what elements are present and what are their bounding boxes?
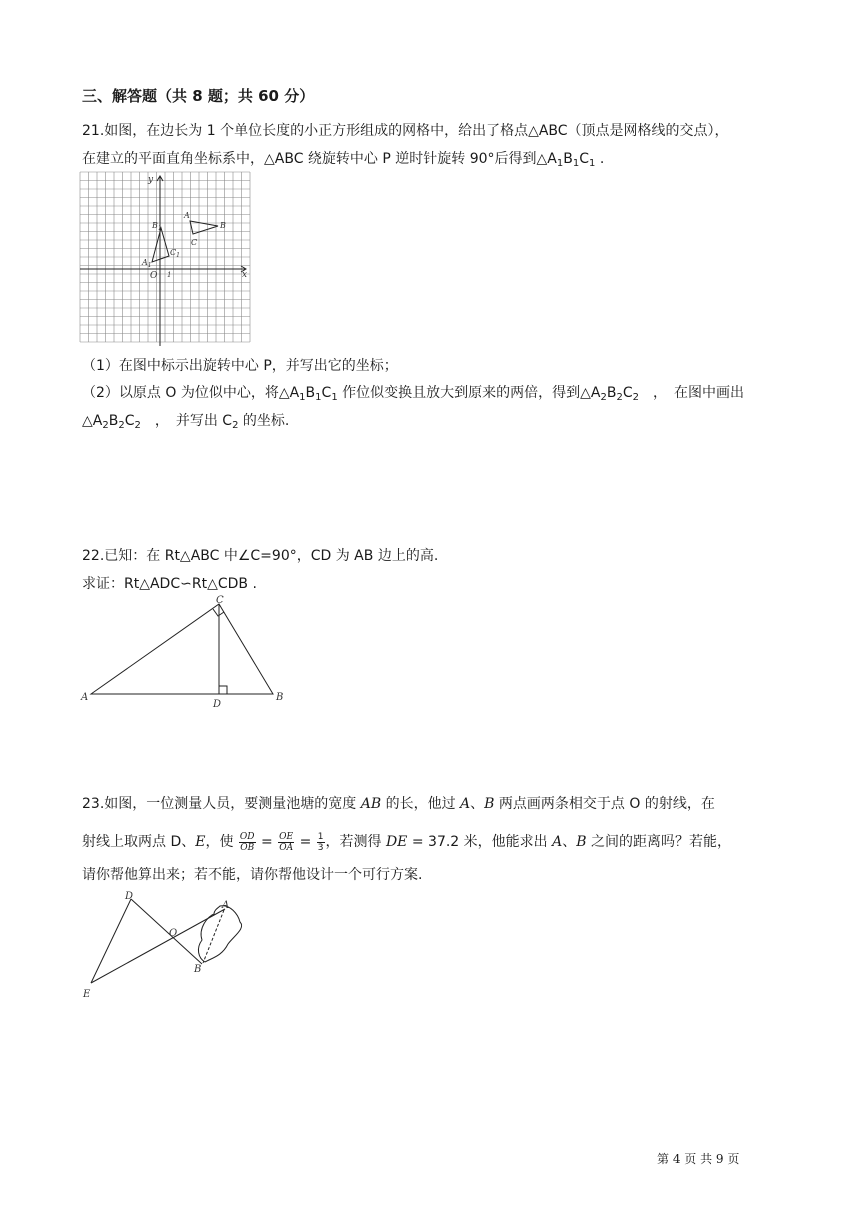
fig-label-c: C (191, 238, 198, 247)
frac-den: OB (240, 842, 255, 853)
q23-sep: 、 (470, 796, 485, 812)
q21-line2-text: 在建立的平面直角坐标系中，△ABC 绕旋转中心 P 逆时针旋转 90°后得到△A (82, 151, 557, 167)
pond-outline (198, 906, 241, 962)
page-footer: 第 4 页 共 9 页 (657, 1152, 740, 1166)
sub: 2 (102, 420, 109, 431)
fig-label-a: A (184, 211, 190, 220)
fig-label-o: O (169, 928, 178, 939)
fig-label-b: B (220, 221, 226, 230)
rays-d-o-b (131, 899, 202, 964)
sub: 2 (232, 420, 239, 431)
sub: 1 (556, 158, 564, 169)
q21-part2-line2 (82, 412, 289, 430)
q23-line1-a: 23.如图，一位测量人员，要测量池塘的宽度 (82, 796, 361, 812)
q23-var-a: A (552, 834, 563, 850)
q23-var-b: B (484, 796, 495, 812)
q23-var-b: B (576, 834, 587, 850)
right-angle-mark-d (219, 686, 227, 694)
fig-label-x: x (242, 270, 248, 280)
q23-frac-one-third (317, 832, 325, 853)
q23-line2-d: 米，他能求出 (459, 834, 553, 850)
q21-part2-e: B (606, 385, 617, 401)
q21-part2-line2-a: △A (82, 413, 103, 429)
fig-label-d: D (125, 891, 134, 902)
ray-e-o-a (91, 909, 225, 983)
q22-line1: 22.已知：在 Rt△ABC 中∠C=90°，CD 为 AB 边上的高. (82, 548, 439, 564)
q21-part2-line2-c: C (124, 413, 135, 429)
fig-label-b1: $B_1$ (152, 221, 162, 232)
triangle-acb (91, 604, 273, 694)
sub: 2 (118, 420, 125, 431)
frac-den: OA (279, 842, 294, 853)
q21-line2-c: C (579, 151, 590, 167)
q23-line2 (82, 828, 731, 856)
q21-part2-line2-d: ， 并写出 C (140, 413, 233, 429)
q22-line2: 求证：Rt△ADC∽Rt△CDB . (82, 576, 257, 592)
q21-part2-line2-e: 的坐标. (238, 413, 290, 429)
fig-label-o: O (150, 271, 158, 281)
fig-label-c1: $C_1$ (170, 248, 180, 259)
q21-part2-b: B (305, 385, 316, 401)
sub: 2 (616, 392, 623, 403)
sub: 2 (134, 420, 141, 431)
q23-var-a: A (460, 796, 471, 812)
q23-line3: 请你帮他算出来；若不能，请你帮他设计一个可行方案. (82, 867, 423, 883)
q23-var-de: DE (385, 834, 408, 850)
sub: 2 (632, 392, 639, 403)
q23-line2-a: 射线上取两点 D、 (82, 834, 196, 850)
frac-den: 3 (317, 842, 324, 853)
q21-line2-b: B (563, 151, 573, 167)
q21-part2-c: C (321, 385, 332, 401)
section-title: 三、解答题（共 8 题；共 60 分） (82, 87, 315, 105)
sub: 1 (331, 392, 338, 403)
fig-label-e: E (83, 989, 91, 1000)
q23-line1 (82, 795, 715, 813)
q21-line2-end: . (595, 151, 605, 167)
sub: 1 (589, 158, 596, 169)
q21-part2 (82, 384, 744, 402)
q21-line1: 21.如图，在边长为 1 个单位长度的小正方形组成的网格中，给出了格点△ABC（顶点是网格线的交点）， (82, 123, 729, 139)
q23-var-ab: AB (360, 796, 382, 812)
q21-part2-d: 作位似变换且放大到原来的两倍，得到△A (337, 385, 601, 401)
segment-de (91, 899, 131, 983)
q21-part2-line2-b: B (108, 413, 119, 429)
q23-eq: = (295, 834, 316, 850)
q22-figure (78, 592, 293, 714)
sub: 2 (600, 392, 607, 403)
dashed-ab (203, 910, 224, 963)
fig-label-a1: $A_1$ (142, 258, 152, 269)
q23-line2-b: ，使 (205, 834, 238, 850)
fig-label-a: A (81, 692, 89, 703)
q23-line2-e: 之间的距离吗？若能， (586, 834, 731, 850)
fig-label-y: y (148, 175, 154, 185)
fig-label-a: A (222, 900, 230, 911)
frac-num: OD (239, 831, 255, 842)
q21-part2-g: ， 在图中画出 (639, 385, 744, 401)
q23-line1-b: 的长，他过 (381, 796, 461, 812)
q23-frac-oe-oa (278, 832, 294, 853)
q23-line1-c: 两点画两条相交于点 O 的射线，在 (494, 796, 715, 812)
fig-label-one: 1 (167, 271, 172, 279)
fig-label-c: C (216, 595, 224, 606)
frac-num: OE (279, 831, 294, 842)
q23-line2-c: ，若测得 (325, 834, 386, 850)
sub: 1 (299, 392, 306, 403)
fig-label-b: B (276, 692, 284, 703)
q23-var-e: E (195, 834, 206, 850)
q21-part2-a: （2）以原点 O 为位似中心，将△A (82, 385, 300, 401)
sub: 1 (572, 158, 580, 169)
q23-eq: = (256, 834, 278, 850)
frac-num: 1 (317, 831, 324, 842)
q23-figure (78, 886, 253, 1004)
q21-grid-figure (78, 170, 256, 348)
q21-part2-f: C (622, 385, 633, 401)
q21-line2 (82, 150, 604, 168)
fig-label-b: B (194, 964, 202, 975)
sub: 1 (315, 392, 322, 403)
q23-sep: 、 (562, 834, 577, 850)
fig-label-d: D (213, 699, 222, 710)
q21-part1: （1）在图中标示出旋转中心 P，并写出它的坐标； (82, 358, 398, 374)
q23-frac-od-ob (239, 832, 256, 853)
q23-value: = 37.2 (407, 834, 460, 850)
